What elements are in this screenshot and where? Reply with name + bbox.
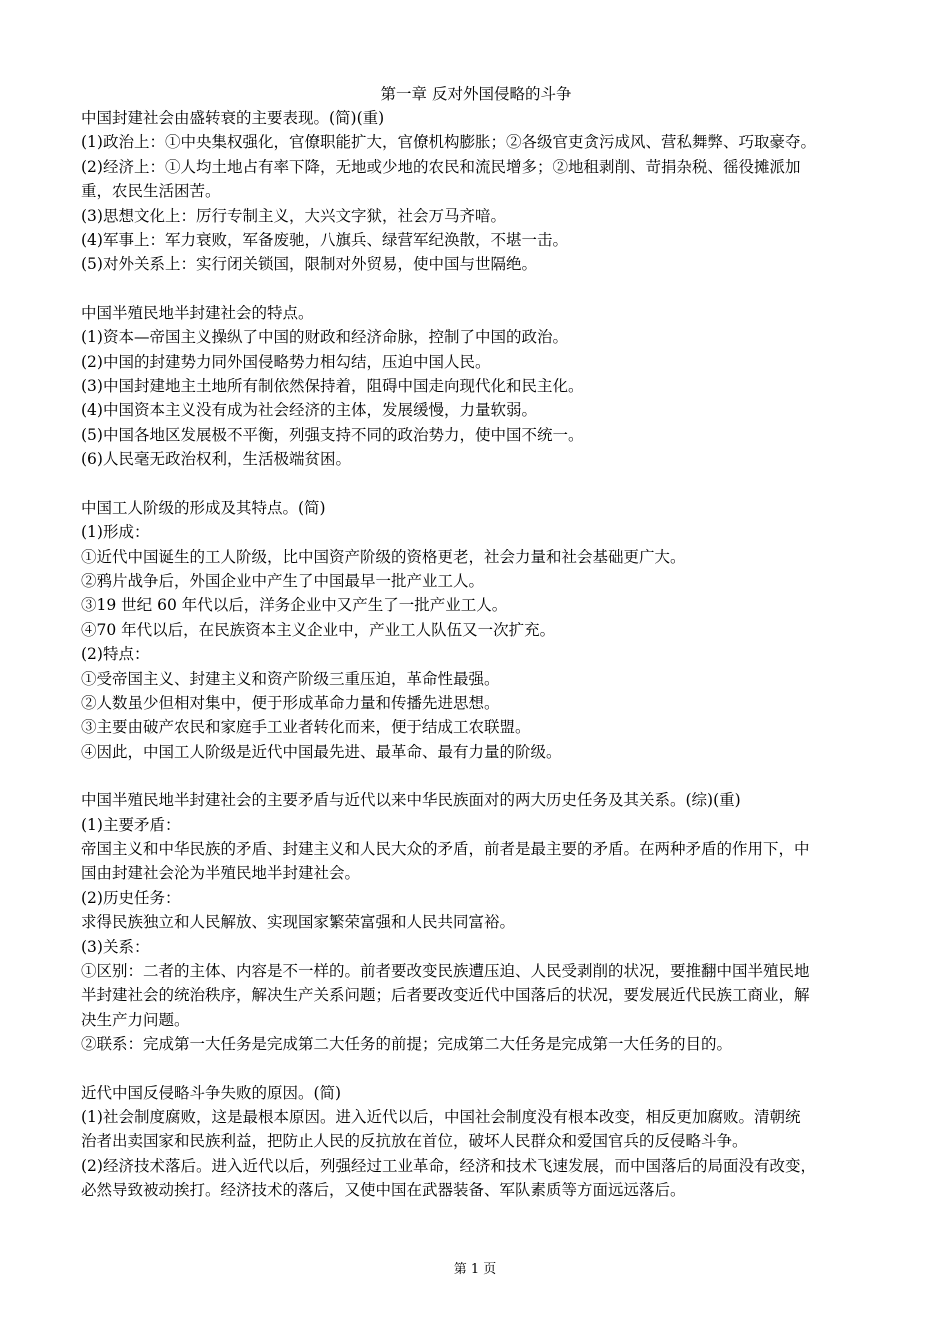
text-line: 帝国主义和中华民族的矛盾、封建主义和人民大众的矛盾，前者是最主要的矛盾。在两种矛盾的作用下，中 — [81, 839, 810, 858]
text-line: (5)对外关系上：实行闭关锁国，限制对外贸易，使中国与世隔绝。 — [81, 255, 537, 274]
text-line: (2)中国的封建势力同外国侵略势力相勾结，压迫中国人民。 — [81, 352, 491, 371]
text-line: 重，农民生活困苦。 — [81, 182, 221, 201]
text-line: (3)思想文化上：厉行专制主义，大兴文字狱，社会万马齐喑。 — [81, 206, 506, 225]
text-line: ②鸦片战争后，外国企业中产生了中国最早一批产业工人。 — [81, 571, 485, 590]
section-heading: 中国半殖民地半封建社会的主要矛盾与近代以来中华民族面对的两大历史任务及其关系。(综)(重) — [81, 791, 741, 810]
text-line: 国由封建社会沦为半殖民地半封建社会。 — [81, 864, 361, 883]
text-line: (1)社会制度腐败，这是最根本原因。进入近代以后，中国社会制度没有根本改变，相反更加腐败。清朝统 — [81, 1108, 801, 1127]
text-line: (5)中国各地区发展极不平衡，列强支持不同的政治势力，使中国不统一。 — [81, 425, 584, 444]
text-line: ③19 世纪 60 年代以后，洋务企业中又产生了一批产业工人。 — [81, 596, 508, 615]
content-section — [81, 301, 871, 472]
text-line: 治者出卖国家和民族利益，把防止人民的反抗放在首位，破坏人民群众和爱国官兵的反侵略斗争。 — [81, 1132, 748, 1151]
text-line: 必然导致被动挨打。经济技术的落后，又使中国在武器装备、军队素质等方面远远落后。 — [81, 1181, 686, 1200]
text-line: (4)中国资本主义没有成为社会经济的主体，发展缓慢，力量软弱。 — [81, 401, 537, 420]
text-line: (1)资本—帝国主义操纵了中国的财政和经济命脉，控制了中国的政治。 — [81, 328, 568, 347]
text-line: ①受帝国主义、封建主义和资产阶级三重压迫，革命性最强。 — [81, 669, 500, 688]
section-heading: 中国工人阶级的形成及其特点。(简) — [81, 498, 326, 517]
text-line: 求得民族独立和人民解放、实现国家繁荣富强和人民共同富裕。 — [81, 913, 516, 932]
page-number: 第 1 页 — [453, 1262, 497, 1277]
text-line: ④因此，中国工人阶级是近代中国最先进、最革命、最有力量的阶级。 — [81, 742, 562, 761]
document-body — [81, 106, 871, 1203]
text-line: (1)形成： — [81, 523, 150, 542]
content-section — [81, 1081, 871, 1203]
text-line: (3)关系： — [81, 937, 150, 956]
text-line: ③主要由破产农民和家庭手工业者转化而来，便于结成工农联盟。 — [81, 718, 531, 737]
text-line: (3)中国封建地主土地所有制依然保持着，阻碍中国走向现代化和民主化。 — [81, 377, 584, 396]
text-line: ②联系：完成第一大任务是完成第二大任务的前提；完成第二大任务是完成第一大任务的目的。 — [81, 1035, 733, 1054]
text-line: (2)经济上：①人均土地占有率下降，无地或少地的农民和流民增多；②地租剥削、苛捐杂税、徭役摊派加 — [81, 157, 801, 176]
chapter-title: 第一章 反对外国侵略的斗争 — [380, 85, 572, 103]
text-line: 半封建社会的统治秩序，解决生产关系问题；后者要改变近代中国落后的状况，要发展近代民族工商业，解 — [81, 986, 810, 1005]
content-section — [81, 106, 871, 277]
section-heading: 中国半殖民地半封建社会的特点。 — [81, 303, 314, 322]
text-line: (6)人民毫无政治权利，生活极端贫困。 — [81, 450, 351, 469]
content-section — [81, 496, 871, 764]
text-line: 决生产力问题。 — [81, 1010, 190, 1029]
text-line: (2)特点： — [81, 645, 150, 664]
section-heading: 中国封建社会由盛转衰的主要表现。(简)(重) — [81, 109, 385, 127]
text-line: ④70 年代以后，在民族资本主义企业中，产业工人队伍又一次扩充。 — [81, 620, 556, 639]
text-line: (2)经济技术落后。进入近代以后，列强经过工业革命，经济和技术飞速发展，而中国落后的局面没有改变， — [81, 1156, 816, 1175]
document-page — [81, 82, 871, 1203]
text-line: (2)历史任务： — [81, 888, 181, 907]
text-line: ①区别：二者的主体、内容是不一样的。前者要改变民族遭压迫、人民受剥削的状况，要推翻中国半殖民地 — [81, 962, 810, 980]
section-heading: 近代中国反侵略斗争失败的原因。(简) — [81, 1083, 342, 1102]
content-section — [81, 788, 871, 1056]
text-line: ②人数虽少但相对集中，便于形成革命力量和传播先进思想。 — [81, 693, 500, 712]
text-line: (1)政治上：①中央集权强化，官僚职能扩大，官僚机构膨胀；②各级官吏贪污成风、营私舞弊、巧取豪夺。 — [81, 133, 816, 152]
text-line: ①近代中国诞生的工人阶级，比中国资产阶级的资格更老，社会力量和社会基础更广大。 — [81, 547, 686, 566]
text-line: (1)主要矛盾： — [81, 815, 181, 834]
text-line: (4)军事上：军力衰败，军备废驰，八旗兵、绿营军纪涣散，不堪一击。 — [81, 231, 568, 250]
